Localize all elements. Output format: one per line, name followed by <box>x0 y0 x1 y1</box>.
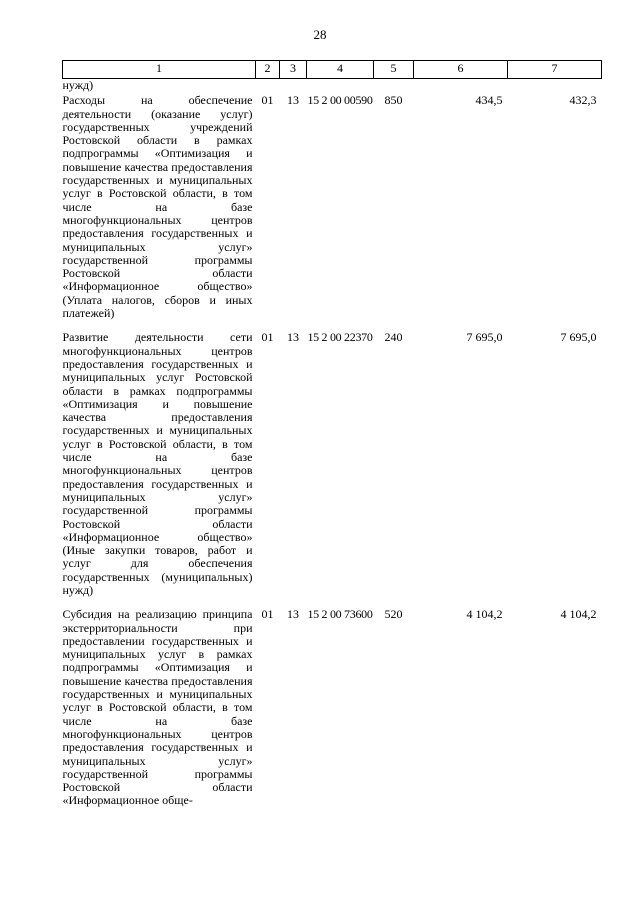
row-rz: 01 <box>261 93 274 108</box>
row-sum-1: 4 104,2 <box>466 607 503 622</box>
row-sum-2: 432,3 <box>569 93 597 108</box>
row-pr: 13 <box>287 93 299 108</box>
row-csr: 15 2 00 00590 <box>307 93 373 108</box>
row-vr: 520 <box>384 607 403 622</box>
row-csr: 15 2 00 22370 <box>307 330 373 345</box>
row-pr: 13 <box>287 330 299 345</box>
table-row <box>63 608 602 818</box>
column-header-4: 4 <box>307 61 374 79</box>
column-header-7: 7 <box>508 61 602 79</box>
row-pr: 13 <box>287 607 299 622</box>
row-name: Субсидия на реализацию принципа экстерриториальности при предоставлении государственных и муниципальных услуг в рамках подпрограммы «Оптимизация и повышение качества предоставления государственных и муниципальных услуг в Ростовской области, в том числе на базе многофункциональных центров предоставления государственных и муниципальных услуг» государственной программы Ростовской области «Информационное обще- <box>62 607 253 808</box>
row-sum-1: 434,5 <box>475 93 503 108</box>
table-row-continuation <box>63 79 602 95</box>
row-name: Расходы на обеспечение деятельности (оказание услуг) государственных учреждений Ростовской области в рамках подпрограммы «Оптимизация и повышение качества предоставления государственных и муниципальных услуг в Ростовской области, в том числе на базе многофункциональных центров предоставления государственных и муниципальных услуг» государственной программы Ростовской области «Информационное общество» (Уплата налогов, сборов и иных платежей) <box>62 93 253 321</box>
row-rz: 01 <box>261 607 274 622</box>
row-sum-2: 4 104,2 <box>560 607 597 622</box>
row-vr: 850 <box>384 93 403 108</box>
row-name: Развитие деятельности сети многофункциональных центров предоставления государственных и муниципальных услуг Ростовской области в рамках подпрограммы «Оптимизация и повышение качества предоставления государственных и муниципальных услуг в Ростовской области, в том числе на базе многофункциональных центров предоставления государственных и муниципальных услуг» государственной программы Ростовской области «Информационное общество» (Иные закупки товаров, работ и услуг для обеспечения государственных (муниципальных) нужд) <box>62 330 253 597</box>
page-number: 28 <box>313 27 327 42</box>
row-vr: 240 <box>384 330 403 345</box>
column-header-5: 5 <box>374 61 414 79</box>
row-rz: 01 <box>261 330 274 345</box>
row-csr: 15 2 00 73600 <box>307 607 373 622</box>
continuation-text: нужд) <box>62 78 94 92</box>
column-header-2: 2 <box>256 61 280 79</box>
column-header-1: 1 <box>63 61 256 79</box>
table-header-row <box>63 61 602 79</box>
table-row <box>63 94 602 331</box>
row-sum-1: 7 695,0 <box>466 330 503 345</box>
column-header-6: 6 <box>414 61 508 79</box>
column-header-3: 3 <box>280 61 307 79</box>
row-sum-2: 7 695,0 <box>560 330 597 345</box>
budget-table <box>62 60 602 819</box>
table-row <box>63 331 602 608</box>
